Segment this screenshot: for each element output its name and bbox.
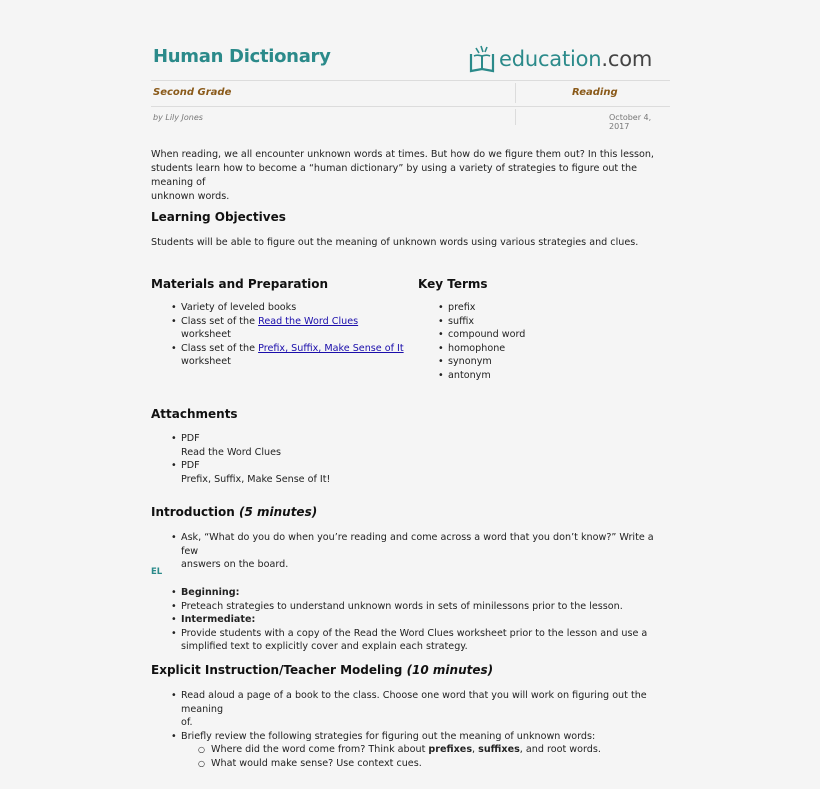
grade-label: Second Grade [153, 87, 232, 98]
key-terms-heading: Key Terms [418, 277, 488, 291]
list-item: • Class set of the Prefix, Suffix, Make Sense of It worksheet [151, 342, 411, 369]
attachments-list [151, 432, 551, 486]
list-item: • Intermediate: [151, 613, 671, 627]
read-the-word-clues-link[interactable]: Read the Word Clues [258, 315, 359, 327]
el-list [151, 586, 671, 654]
key-term-item: • synonym [418, 355, 638, 369]
el-label: EL [151, 567, 163, 577]
list-item: • Ask, “What do you do when you’re reading and come across a word that you don’t know?” Write a few answers on the board. [151, 531, 671, 572]
attachment-item[interactable]: • PDF Prefix, Suffix, Make Sense of It! [151, 459, 551, 486]
list-item: ○ What would make sense? Use context cues. [151, 757, 671, 771]
list-item: • Briefly review the following strategies for figuring out the meaning of unknown words: [151, 730, 671, 744]
materials-list [151, 301, 411, 369]
education-logo[interactable] [467, 42, 652, 76]
learning-objectives-heading: Learning Objectives [151, 210, 286, 224]
document [151, 0, 671, 769]
explicit-instruction-list [151, 689, 671, 771]
attachments-heading: Attachments [151, 407, 238, 421]
key-terms-list [418, 301, 638, 383]
materials-heading: Materials and Preparation [151, 277, 329, 291]
key-term-item: • suffix [418, 315, 638, 329]
subject-label: Reading [572, 87, 618, 98]
attachment-item[interactable]: • PDF Read the Word Clues [151, 432, 551, 459]
header-column-divider [515, 83, 516, 103]
key-term-item: • compound word [418, 328, 638, 342]
meta-column-divider [515, 109, 516, 125]
list-item: • Preteach strategies to understand unknown words in sets of minilessons prior to the lesson. [151, 600, 671, 614]
list-item: • Variety of leveled books [151, 301, 411, 315]
date-label: October 4, 2017 [609, 113, 652, 131]
learning-objectives-text: Students will be able to figure out the meaning of unknown words using various strategies and clues. [151, 237, 639, 248]
book-icon [467, 44, 497, 74]
intro-paragraph: When reading, we all encounter unknown words at times. But how do we figure them out? In this lesson, students learn how to become a “human dictionary” by using a variety of strategies to figure out the meaning of unknown words. [151, 149, 654, 202]
prefix-suffix-link[interactable]: Prefix, Suffix, Make Sense of It [258, 342, 404, 354]
logo-text: education.com [499, 47, 653, 71]
meta-divider [151, 106, 670, 107]
introduction-list [151, 531, 671, 572]
page-title: Human Dictionary [153, 46, 331, 67]
list-item: ○ Where did the word come from? Think about prefixes, suffixes, and root words. [151, 743, 671, 757]
author-label: by Lily Jones [153, 113, 203, 122]
list-item: • Provide students with a copy of the Read the Word Clues worksheet prior to the lesson and use a simplified text to explicitly cover and explain each strategy. [151, 627, 671, 654]
key-term-item: • antonym [418, 369, 638, 383]
list-item: • Class set of the Read the Word Clues worksheet [151, 315, 411, 342]
introduction-heading: Introduction (5 minutes) [151, 505, 318, 519]
key-term-item: • homophone [418, 342, 638, 356]
list-item: • Read aloud a page of a book to the class. Choose one word that you will work on figuring out the meaning of. [151, 689, 671, 730]
list-item: • Beginning: [151, 586, 671, 600]
explicit-instruction-heading: Explicit Instruction/Teacher Modeling (10 minutes) [151, 663, 494, 677]
key-term-item: • prefix [418, 301, 638, 315]
header-divider [151, 80, 670, 81]
